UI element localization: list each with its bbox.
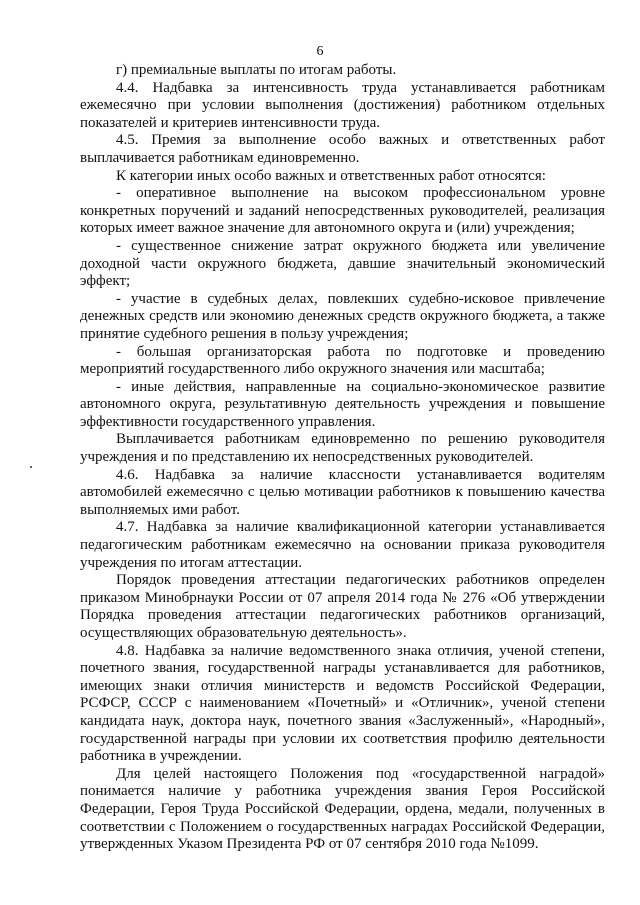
paragraph-categories-intro: К категории иных особо важных и ответственных работ относятся: [116, 167, 546, 184]
paragraph-attestation-order: Порядок проведения аттестации педагогических работников определен приказом Минобрнауки России от 07 апреля 2014 года № 276 «Об утверждении Порядка проведения аттестации педагогических работников организаций, осуществляющих образовательную деятельность». [80, 572, 605, 641]
paragraph-4-6: 4.6. Надбавка за наличие классности устанавливается водителям автомобилей ежемесячно с целью мотивации работников к повышению качества выполняемых ими работ. [80, 466, 605, 518]
paragraph-state-award: Для целей настоящего Положения под «государственной наградой» понимается наличие у работника учреждения звания Героя Российской Федерации, Героя Труда Российской Федерации, ордена, медали, полученных в соответствии с Положением о государственных наградах Российской Федерации, утвержденных Указом Президента РФ от 07 сентября 2010 года №1099. [80, 765, 605, 853]
list-item-budget: - существенное снижение затрат окружного бюджета или увеличение доходной части окружного бюджета, давшие значительный экономический эффект; [80, 237, 605, 290]
paragraph-4-5: 4.5. Премия за выполнение особо важных и ответственных работ выплачивается работникам единовременно. [80, 132, 605, 166]
paragraph-4-7: 4.7. Надбавка за наличие квалификационной категории устанавливается педагогическим работникам ежемесячно на основании приказа руководителя учреждения по итогам аттестации. [80, 519, 605, 571]
list-item-court: - участие в судебных делах, повлекших судебно-исковое привлечение денежных средств или экономию денежных средств окружного бюджета, а также принятие судебного решения в пользу учреждения; [80, 290, 605, 342]
paragraph-premium-payments: г) премиальные выплаты по итогам работы. [116, 62, 397, 78]
list-item-operational: - оперативное выполнение на высоком профессиональном уровне конкретных поручений и заданий непосредственных руководителей, реализация которых имеет важное значение для автономного округа и (или) учреждения; [80, 185, 605, 237]
list-item-other-actions: - иные действия, направленные на социально-экономическое развитие автономного округа, результативную деятельность учреждения и повышение эффективности государственного управления. [80, 378, 605, 430]
margin-dot [30, 466, 32, 468]
paragraph-4-8: 4.8. Надбавка за наличие ведомственного знака отличия, ученой степени, почетного звания, государственной награды устанавливается для работников, имеющих знаки отличия министерств и ведомств Российской Федерации, РСФСР, СССР с наименованием «Почетный» и «Отличник», ученой степени кандидата наук, доктора наук, почетного звания «Заслуженный», «Народный», государственной награды при условии их соответствия профилю деятельности работника в учреждении. [80, 642, 605, 765]
list-item-organizational: - большая организаторская работа по подготовке и проведению мероприятий государственного либо окружного значения или масштаба; [80, 343, 605, 378]
document-body [80, 62, 605, 854]
paragraph-paid-once: Выплачивается работникам единовременно по решению руководителя учреждения и по представлению их непосредственных руководителей. [80, 431, 605, 466]
paragraph-4-4: 4.4. Надбавка за интенсивность труда устанавливается работникам ежемесячно при условии выполнения (достижения) работником отдельных показателей и критериев интенсивности труда. [80, 79, 605, 131]
page-number: 6 [316, 44, 324, 59]
